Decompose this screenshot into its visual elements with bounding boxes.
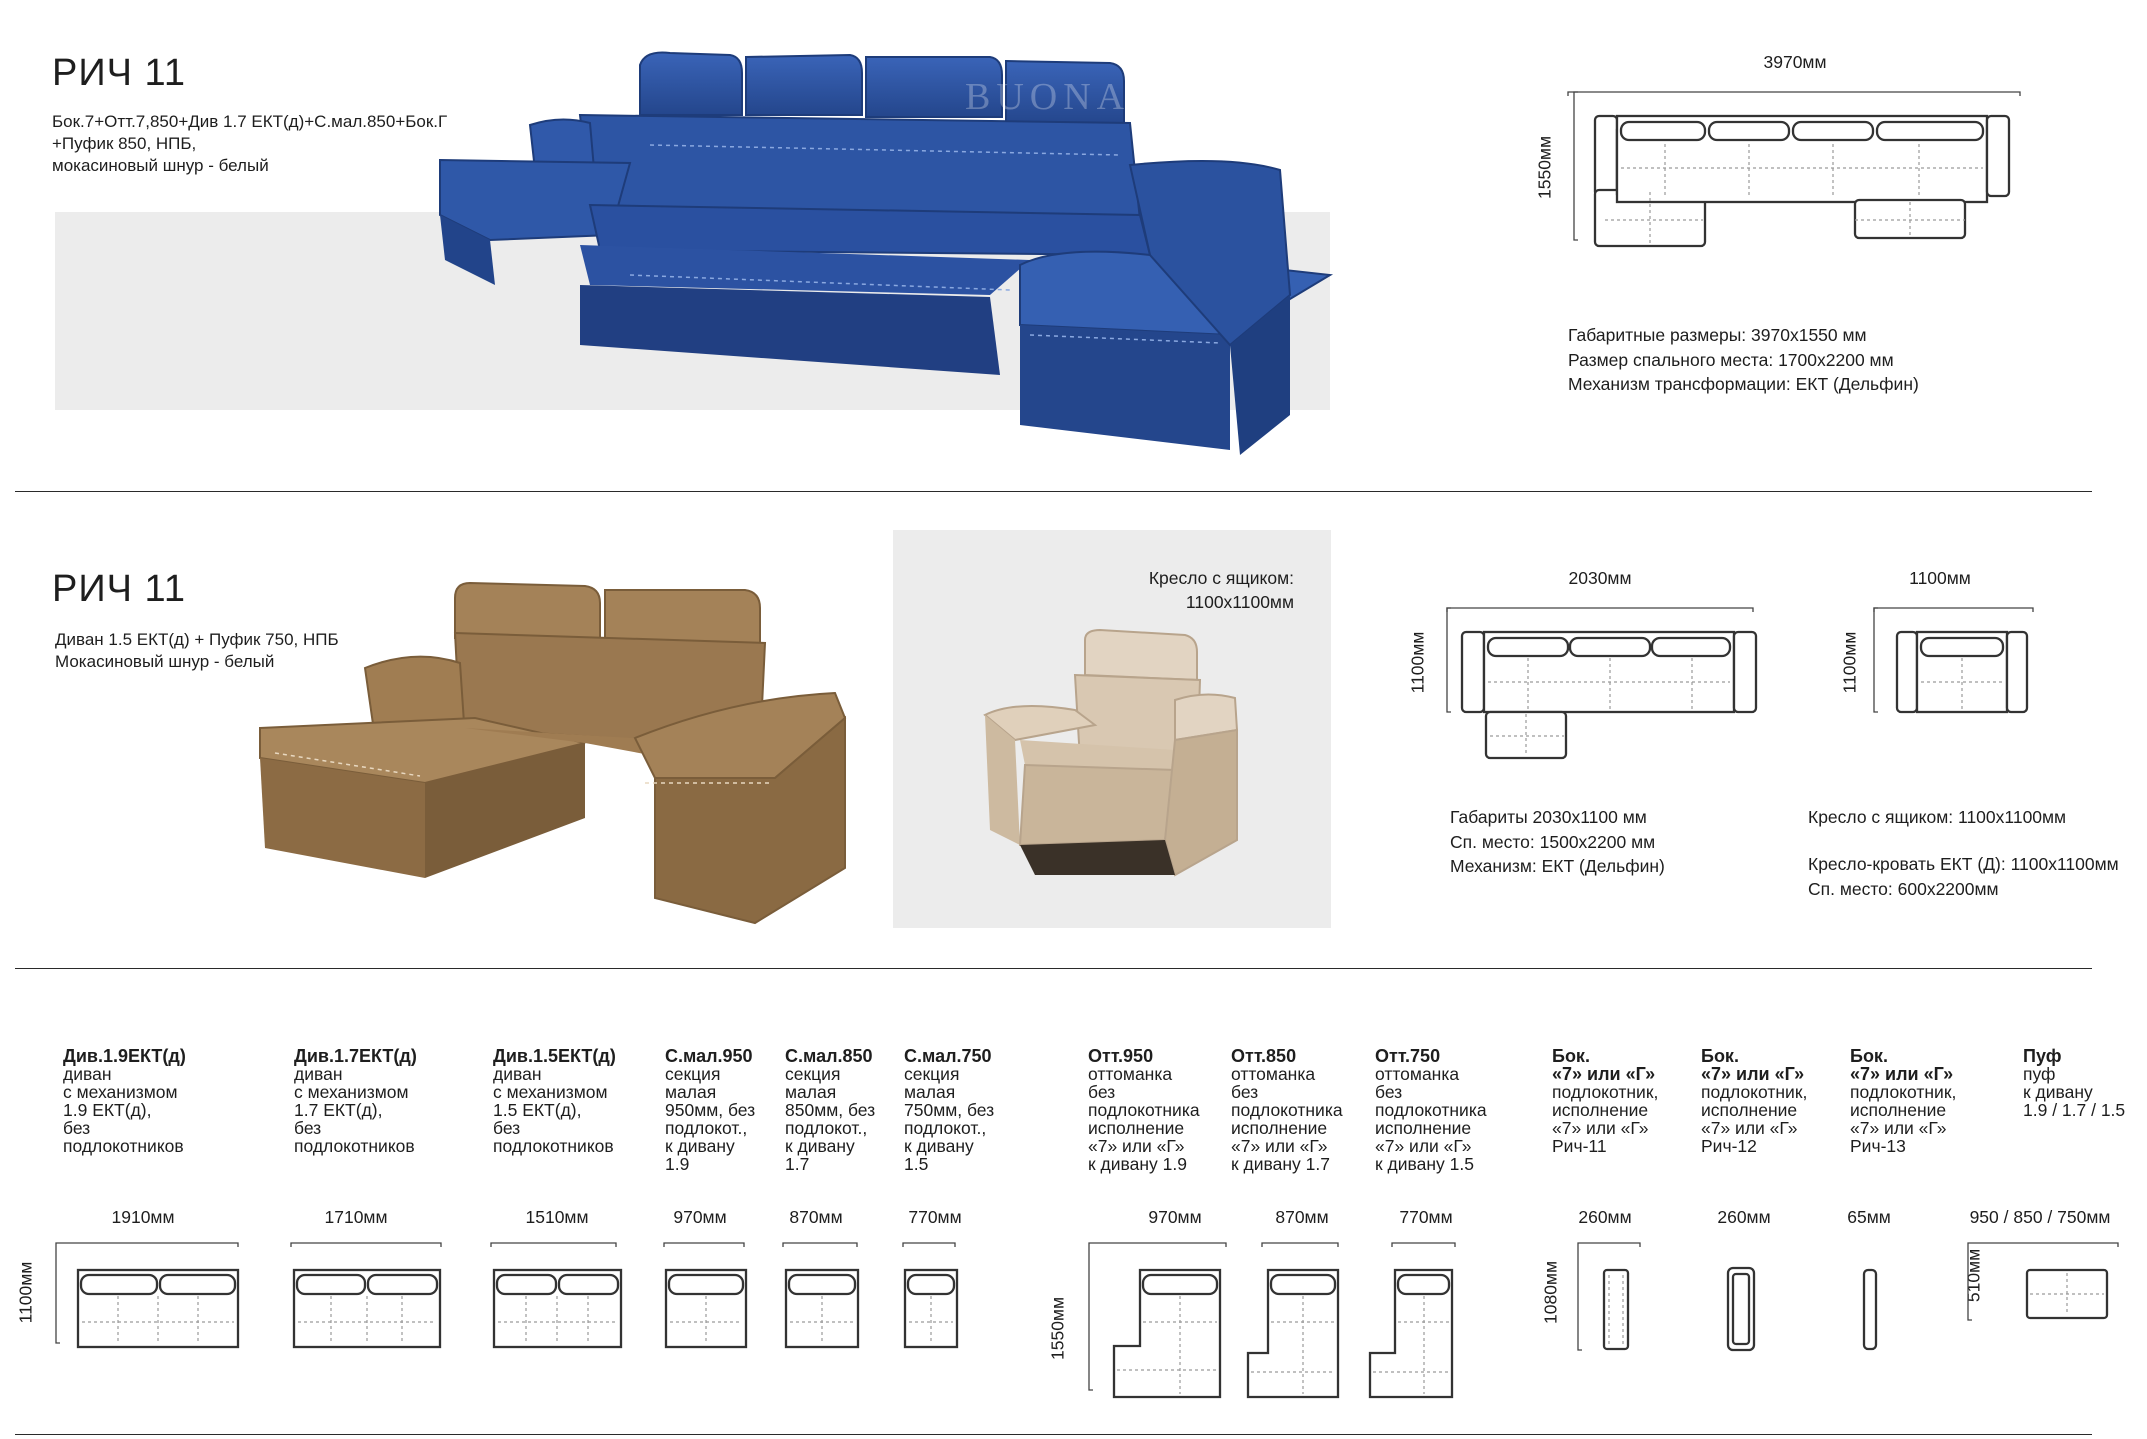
module-width: 1710мм <box>324 1207 388 1227</box>
section2-chair-specs-1: Кресло с ящиком: 1100x1100мм <box>1808 807 2067 827</box>
divider-3 <box>15 1434 2092 1435</box>
module-name: Бок. «7» или «Г» <box>1701 1046 1805 1084</box>
module-desc: секция малая 950мм, без подлокот., к дивану 1.9 <box>665 1064 756 1174</box>
module-desc: оттоманка без подлокотника исполнение «7» или «Г» к дивану 1.9 <box>1088 1064 1200 1174</box>
module-desc: подлокотник, исполнение «7» или «Г» Рич-11 <box>1552 1082 1659 1156</box>
module-desc: диван с механизмом 1.9 ЕКТ(д), без подлокотников <box>63 1064 184 1156</box>
module-name: Див.1.5ЕКТ(д) <box>493 1046 616 1066</box>
module-desc: секция малая 850мм, без подлокот., к дивану 1.7 <box>785 1064 876 1174</box>
section2-sofa-dim-depth: 1100мм <box>1407 631 1428 694</box>
section1-dim-width: 3970мм <box>1763 52 1827 72</box>
section1-title: РИЧ 11 <box>52 52 186 94</box>
module-width: 770мм <box>1399 1207 1453 1227</box>
section1-specs: Габаритные размеры: 3970x1550 мм Размер спального места: 1700x2200 мм Механизм трансформации: ЕКТ (Дельфин) <box>1568 325 1919 394</box>
armchair-caption: Кресло с ящиком: 1100x1100мм <box>1148 568 1294 612</box>
module-width: 970мм <box>1148 1207 1202 1227</box>
module-desc: пуф к дивану 1.9 / 1.7 / 1.5 <box>2023 1064 2126 1120</box>
module-desc: подлокотник, исполнение «7» или «Г» Рич-13 <box>1850 1082 1957 1156</box>
module-depth-1550: 1550мм <box>1047 1297 1068 1360</box>
module-width: 1510мм <box>525 1207 589 1227</box>
module-desc: диван с механизмом 1.5 ЕКТ(д), без подлокотников <box>493 1064 614 1156</box>
module-name: Бок. «7» или «Г» <box>1850 1046 1954 1084</box>
section2-chair-dim-width: 1100мм <box>1909 568 1971 588</box>
module-desc: подлокотник, исполнение «7» или «Г» Рич-12 <box>1701 1082 1808 1156</box>
module-depth-1080: 1080мм <box>1540 1261 1561 1324</box>
section2-sofa-specs: Габариты 2030x1100 мм Сп. место: 1500x2200 мм Механизм: ЕКТ (Дельфин) <box>1450 807 1665 876</box>
module-name: Отт.950 <box>1088 1046 1154 1066</box>
module-name: С.мал.950 <box>665 1046 753 1066</box>
section2-chair-specs-2: Кресло-кровать ЕКТ (Д): 1100x1100мм Сп. место: 600x2200мм <box>1808 854 2119 899</box>
module-name: С.мал.750 <box>904 1046 992 1066</box>
section1-description: Бок.7+Отт.7,850+Див 1.7 ЕКТ(д)+С.мал.850+Бок.Г +Пуфик 850, НПБ, мокасиновый шнур - белый <box>52 112 448 175</box>
module-width: 1910мм <box>111 1207 175 1227</box>
module-width: 870мм <box>789 1207 843 1227</box>
module-desc: диван с механизмом 1.7 ЕКТ(д), без подлокотников <box>294 1064 415 1156</box>
section1-dim-depth: 1550мм <box>1534 136 1555 199</box>
module-name: Пуф <box>2023 1046 2062 1066</box>
module-width: 770мм <box>908 1207 962 1227</box>
module-width: 870мм <box>1275 1207 1329 1227</box>
module-name: Бок. «7» или «Г» <box>1552 1046 1656 1084</box>
module-desc: оттоманка без подлокотника исполнение «7» или «Г» к дивану 1.5 <box>1375 1064 1487 1174</box>
module-name: Див.1.9ЕКТ(д) <box>63 1046 186 1066</box>
section2-description: Диван 1.5 ЕКТ(д) + Пуфик 750, НПБ Мокасиновый шнур - белый <box>55 630 339 671</box>
module-width: 970мм <box>673 1207 727 1227</box>
module-desc: секция малая 750мм, без подлокот., к дивану 1.5 <box>904 1064 995 1174</box>
module-width: 950 / 850 / 750мм <box>1969 1207 2111 1227</box>
section1-watermark: BUONA <box>965 76 1131 118</box>
module-width: 260мм <box>1717 1207 1771 1227</box>
module-width: 260мм <box>1578 1207 1632 1227</box>
module-width: 65мм <box>1847 1207 1891 1227</box>
module-name: Отт.850 <box>1231 1046 1297 1066</box>
module-name: Див.1.7ЕКТ(д) <box>294 1046 417 1066</box>
module-depth-1100: 1100мм <box>15 1261 36 1324</box>
module-name: С.мал.850 <box>785 1046 873 1066</box>
section2-sofa-dim-width: 2030мм <box>1568 568 1632 588</box>
module-depth-510: 510мм <box>1963 1248 1984 1303</box>
module-name: Отт.750 <box>1375 1046 1441 1066</box>
section2-title: РИЧ 11 <box>52 568 186 610</box>
module-desc: оттоманка без подлокотника исполнение «7» или «Г» к дивану 1.7 <box>1231 1064 1343 1174</box>
section2-chair-dim-depth: 1100мм <box>1839 631 1860 694</box>
